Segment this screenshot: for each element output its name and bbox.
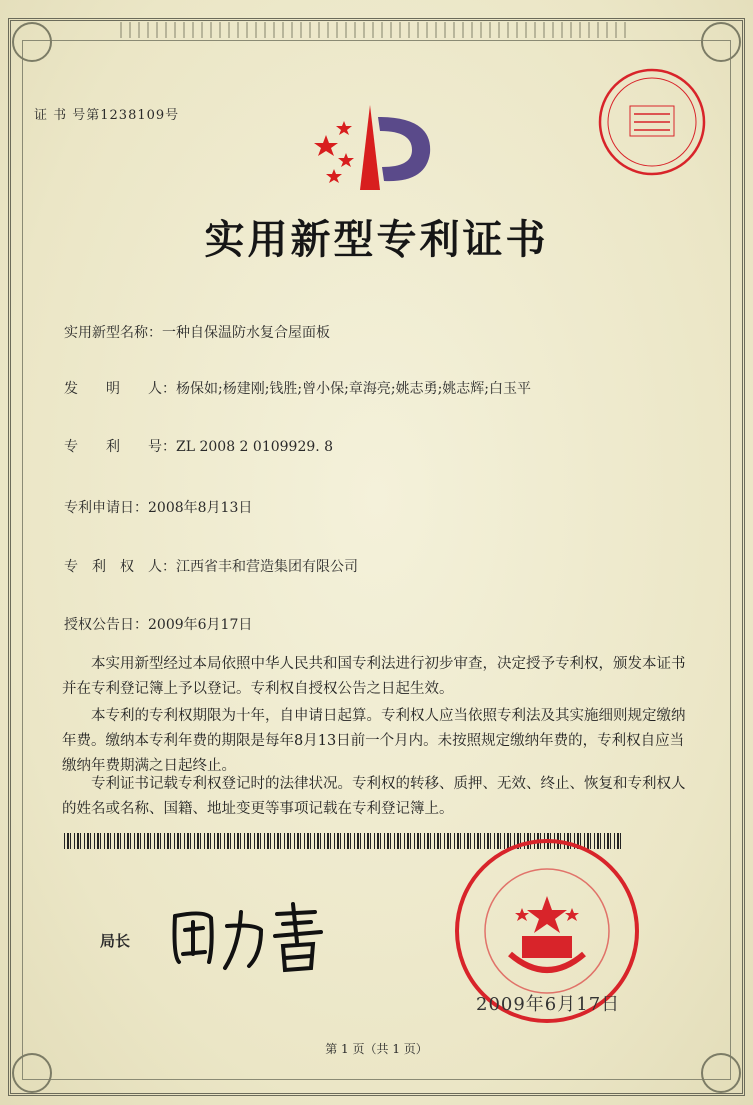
corner-ornament-top-right: [701, 22, 741, 62]
field-value: 杨保如;杨建刚;钱胜;曾小保;章海亮;姚志勇;姚志辉;白玉平: [176, 381, 532, 397]
field-value: 2008年8月13日: [148, 500, 253, 516]
field-label: 专 利 权 人：: [64, 559, 176, 575]
issue-date: 2009年6月17日: [476, 994, 621, 1015]
patent-office-seal-icon: [596, 66, 708, 178]
field-utility-model-name: [64, 322, 330, 342]
corner-ornament-top-left: [12, 22, 52, 62]
field-label: 专 利 号：: [64, 439, 176, 455]
body-paragraph-1: 本实用新型经过本局依照中华人民共和国专利法进行初步审查，决定授予专利权，颁发本证书并在专利登记簿上予以登记。专利权自授权公告之日起生效。: [62, 656, 686, 697]
body-paragraph-2: 本专利的专利权期限为十年，自申请日起算。专利权人应当依照专利法及其实施细则规定缴纳年费。缴纳本专利年费的期限是每年8月13日前一个月内。未按照规定缴纳年费的，专利权自应当缴纳年费期满之日起终止。: [62, 708, 686, 774]
field-value: 2009年6月17日: [148, 617, 253, 633]
field-patent-number: [64, 436, 333, 456]
field-value: 一种自保温防水复合屋面板: [162, 325, 330, 341]
field-application-date: [64, 497, 252, 517]
field-value: ZL 2008 2 0109929. 8: [176, 439, 334, 455]
director-signature-icon: [165, 896, 345, 976]
field-patentee: [64, 556, 358, 576]
body-paragraph-3: 专利证书记载专利权登记时的法律状况。专利权的转移、质押、无效、终止、恢复和专利权人的姓名或名称、国籍、地址变更等事项记载在专利登记簿上。: [62, 776, 686, 817]
top-ornament: [120, 22, 633, 38]
corner-ornament-bottom-left: [12, 1053, 52, 1093]
field-label: 授权公告日：: [64, 617, 148, 633]
field-value: 江西省丰和营造集团有限公司: [176, 559, 358, 575]
patent-logo-icon: [308, 95, 448, 200]
field-label: 实用新型名称：: [64, 325, 162, 341]
corner-ornament-bottom-right: [701, 1053, 741, 1093]
field-grant-announcement-date: [64, 614, 252, 634]
director-label: 局长: [100, 932, 131, 950]
field-label: 发 明 人：: [64, 381, 176, 397]
certificate-title: 实用新型专利证书: [204, 217, 549, 263]
page-number: 第 1 页（共 1 页）: [325, 1042, 428, 1056]
certificate-number: 证 书 号第1238109号: [34, 108, 180, 123]
field-inventors: [64, 378, 531, 398]
field-label: 专利申请日：: [64, 500, 148, 516]
